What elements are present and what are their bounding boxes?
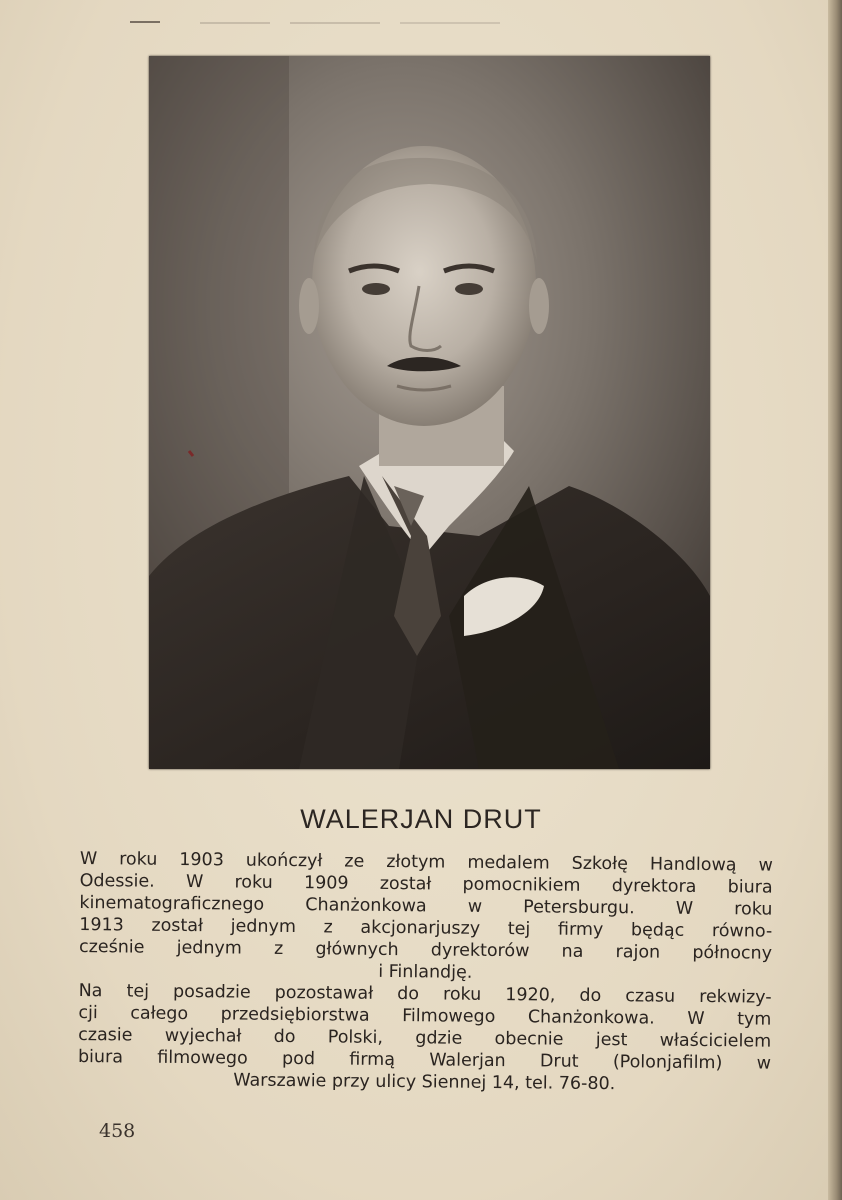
bio-line: Odessie. W roku 1909 został pomocnikiem dyrektora biura bbox=[79, 870, 773, 898]
bio-line: W roku 1903 ukończył ze złotym medalem Szkołę Handlową w bbox=[79, 848, 773, 876]
bio-line: cji całego przedsiębiorstwa Filmowego Chanżonkowa. W tym bbox=[78, 1002, 772, 1030]
bio-line: biura filmowego pod firmą Walerjan Drut (Polonjafilm) w bbox=[77, 1046, 772, 1074]
bio-line: Na tej posadzie pozostawał do roku 1920, do czasu rekwizy- bbox=[78, 980, 772, 1008]
biography-text bbox=[78, 848, 773, 1097]
page-number: 458 bbox=[99, 1120, 136, 1142]
bio-line: 1913 został jednym z akcjonarjuszy tej firmy będąc równo- bbox=[79, 914, 773, 942]
top-print-marks bbox=[120, 14, 520, 28]
bio-line: Warszawie przy ulicy Siennej 14, tel. 76-80. bbox=[233, 1070, 616, 1095]
bio-line: czasie wyjechał do Polski, gdzie obecnie jest właścicielem bbox=[78, 1024, 772, 1052]
bio-line: kinematograficznego Chanżonkowa w Petersburgu. W roku bbox=[79, 892, 773, 920]
bio-line: i Finlandję. bbox=[378, 961, 473, 983]
bio-line: cześnie jednym z głównych dyrektorów na rajon północny bbox=[78, 936, 773, 964]
portrait-caption: WALERJAN DRUT bbox=[300, 804, 542, 834]
portrait-photo bbox=[149, 56, 710, 769]
book-spine-shadow bbox=[828, 0, 842, 1200]
